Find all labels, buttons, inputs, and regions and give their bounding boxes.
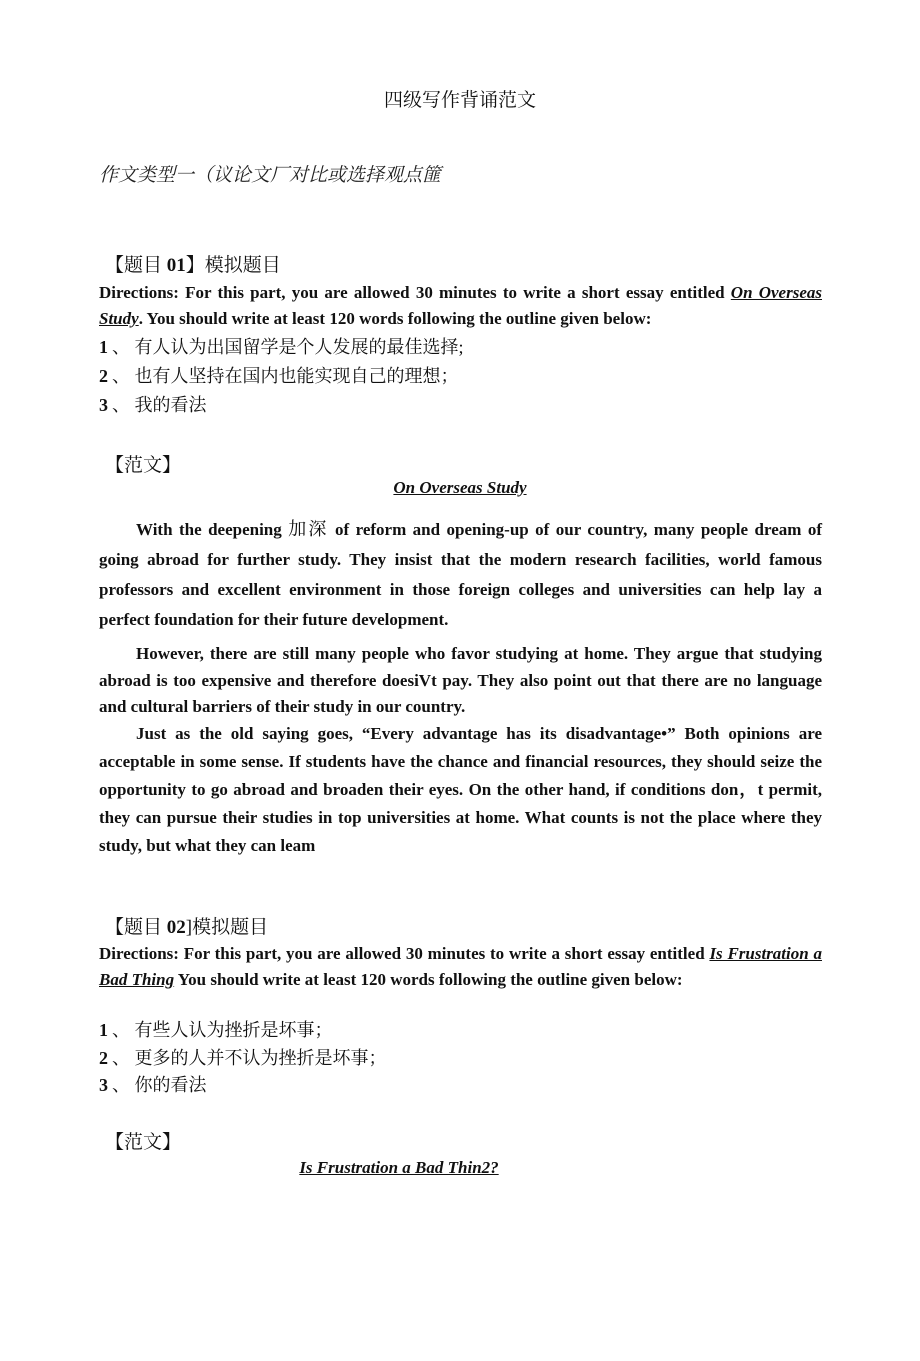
question-2-label	[105, 912, 268, 939]
q1-label-close: 】模拟题目	[185, 255, 281, 276]
q1-dir-post: . You should write at least 120 words following the outline given below:	[138, 309, 652, 328]
q2-dir-post: You should write at least 120 words following the outline given below:	[174, 970, 683, 989]
essay-1-paragraph-1	[99, 514, 822, 635]
outline-text: 、 也有人坚持在国内也能实现自己的理想；	[112, 366, 459, 386]
outline-number: 3	[99, 1075, 108, 1095]
q2-dir-pre: Directions: For this part, you are allowed 30 minutes to write a short essay entitled	[99, 944, 710, 963]
outline-item	[99, 391, 464, 420]
question-1-directions	[99, 280, 822, 332]
page-title: 四级写作背诵范文	[383, 90, 536, 111]
outline-number: 2	[99, 366, 108, 386]
essay-1-title: On Overseas Study	[393, 478, 527, 497]
outline-number: 3	[99, 395, 108, 415]
q2-label-close: ]模拟题目	[185, 917, 269, 938]
q1-dir-title: On Overseas Study	[99, 283, 822, 328]
question-1-label	[105, 250, 281, 277]
outline-number: 2	[99, 1047, 108, 1068]
outline-text: 、 更多的人并不认为挫折是坏事；	[112, 1047, 387, 1068]
essay-1-paragraph-2: However, there are still many people who favor studying at home. They argue that studying abroad is too expensive and therefore doesiVt pay. They also point out that there are no language and cultural barriers of their study in our country.	[99, 644, 822, 716]
q2-dir-title: Is Frustration a Bad Thing	[99, 944, 822, 989]
outline-item	[99, 362, 464, 391]
question-1-outline	[99, 333, 464, 420]
question-2-outline	[99, 1017, 387, 1100]
model-essay-label-1: 【范文】	[105, 455, 182, 476]
essay-type-heading: 作文类型一（议论文厂对比或选择观点篚	[99, 165, 442, 186]
outline-text: 、 有人认为出国留学是个人发展的最佳选择;	[112, 337, 464, 357]
outline-item	[99, 1045, 387, 1073]
q1-dir-pre: Directions: For this part, you are allowed 30 minutes to write a short essay entitled	[99, 283, 731, 302]
model-essay-label-2: 【范文】	[105, 1132, 182, 1153]
q2-label-num: 02	[166, 917, 186, 938]
outline-item	[99, 333, 464, 362]
outline-text: 、 有些人认为挫折是坏事；	[112, 1020, 333, 1040]
question-2-directions	[99, 941, 822, 993]
essay-1-paragraph-3: Just as the old saying goes, “Every advantage has its disadvantage•” Both opinions are acceptable in some sense. If students have the chance and financial resources, they should seize the opportunity to go abroad and broaden their eyes. On the other hand, if conditions don，t permit, they can pursue their studies in top universities at home. What counts is not the place where they study, but what they can leam	[99, 724, 822, 855]
essay-2-title: Is Frustration a Bad Thin2?	[299, 1158, 499, 1177]
p1-chinese-gloss: 加深	[288, 519, 329, 539]
q1-label-open: 【题目	[105, 255, 167, 276]
outline-text: 、 我的看法	[112, 395, 207, 415]
p1-text-b: of reform and opening-up of our country, many people dream of going abroad for further study. They insist that the modern research facilities, world famous professors and excellent environment in those foreign colleges and universities can help lay a perfect foundation for their future development.	[99, 520, 823, 629]
outline-text: 、 你的看法	[112, 1075, 207, 1095]
q1-label-num: 01	[166, 255, 186, 276]
outline-number: 1	[99, 337, 108, 357]
outline-item	[99, 1017, 387, 1045]
outline-number: 1	[99, 1020, 108, 1040]
outline-item	[99, 1072, 387, 1100]
q2-label-open: 【题目	[105, 917, 167, 938]
p1-text-a: With the deepening	[136, 520, 289, 539]
